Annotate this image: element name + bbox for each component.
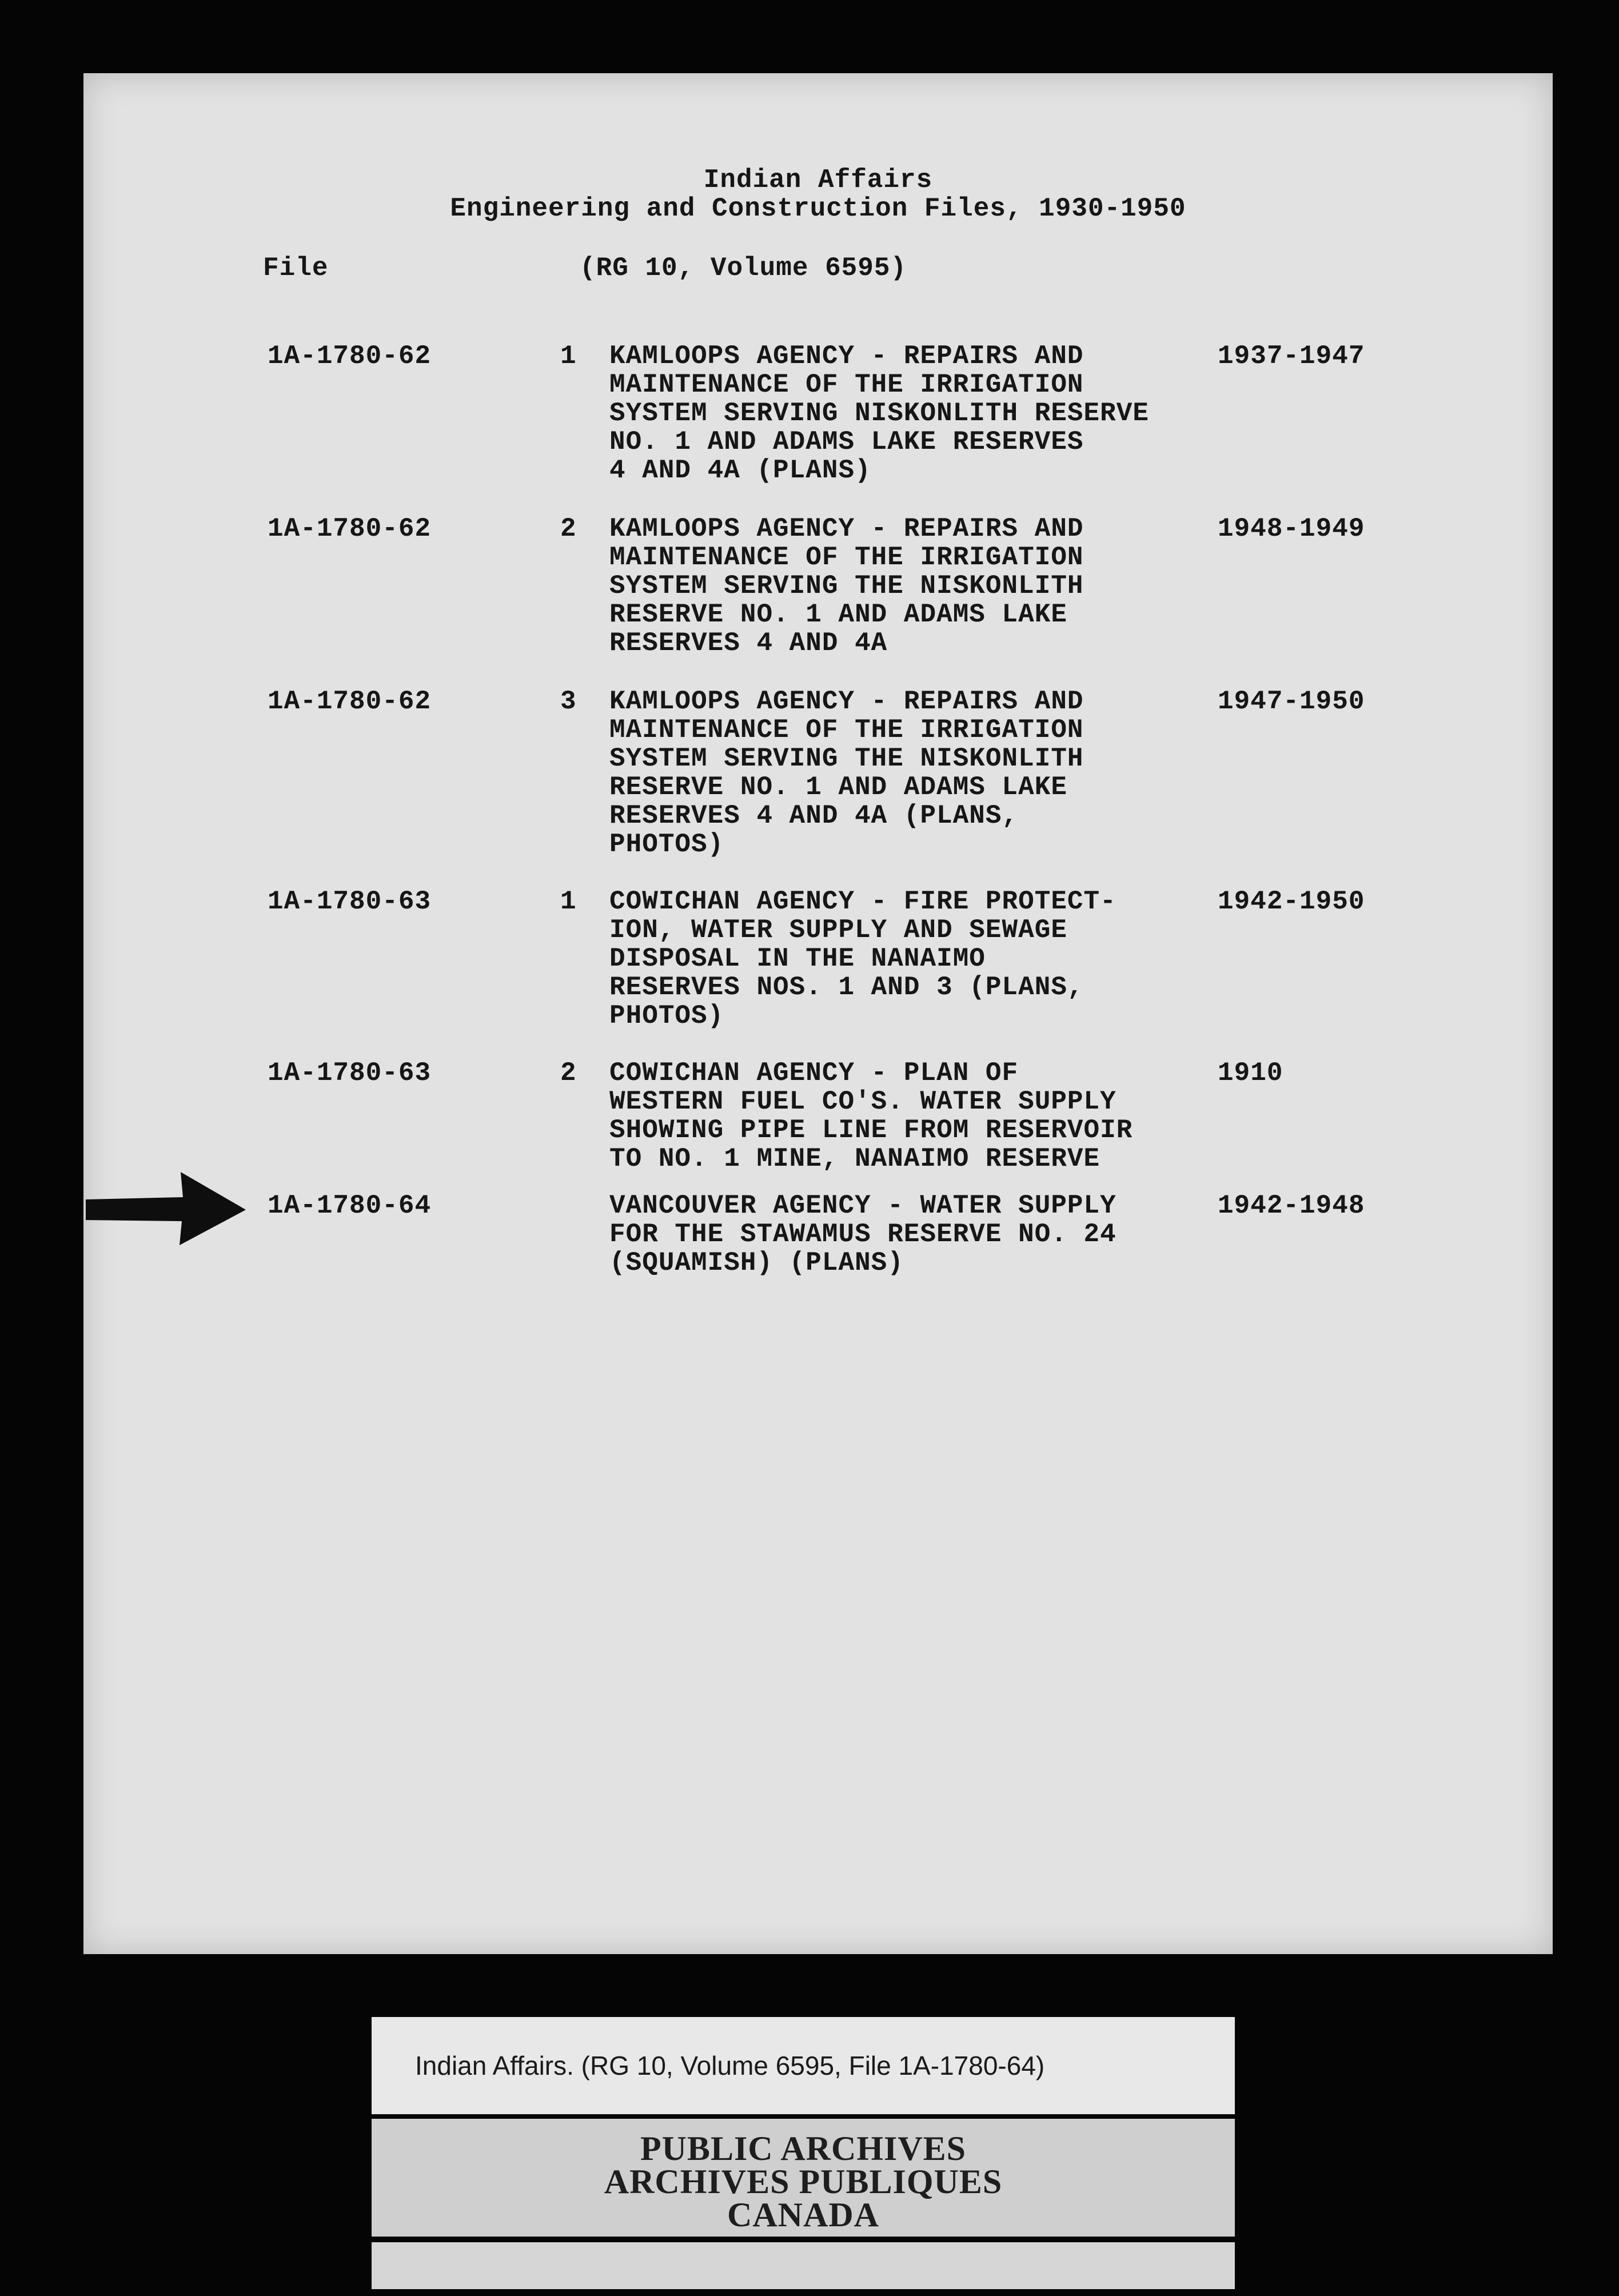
description-line: COWICHAN AGENCY - PLAN OF (609, 1058, 1019, 1088)
file-number: 1A-1780-62 (268, 341, 432, 371)
description-line: KAMLOOPS AGENCY - REPAIRS AND (609, 687, 1084, 716)
file-date-range: 1942-1950 (1218, 887, 1365, 916)
file-part-number: 2 (560, 514, 577, 544)
file-description (609, 342, 1149, 485)
description-line: WESTERN FUEL CO'S. WATER SUPPLY (609, 1087, 1116, 1117)
file-date-range: 1947-1950 (1218, 687, 1365, 716)
description-line: ION, WATER SUPPLY AND SEWAGE (609, 915, 1067, 945)
description-line: RESERVES 4 AND 4A (PLANS, (609, 801, 1019, 831)
stamp-line-1: PUBLIC ARCHIVES (640, 2130, 967, 2167)
document-subtitle: Engineering and Construction Files, 1930-1950 (450, 194, 1186, 224)
file-date-range: 1910 (1218, 1058, 1283, 1088)
description-line: PHOTOS) (609, 830, 724, 859)
file-number: 1A-1780-62 (268, 687, 432, 716)
file-date-range: 1942-1948 (1218, 1191, 1365, 1221)
file-description (609, 887, 1116, 1030)
description-line: MAINTENANCE OF THE IRRIGATION (609, 543, 1084, 572)
stamp-line-2: ARCHIVES PUBLIQUES (604, 2163, 1003, 2201)
file-part-number: 1 (560, 341, 577, 371)
description-line: MAINTENANCE OF THE IRRIGATION (609, 370, 1084, 400)
document-title: Indian Affairs (703, 165, 933, 195)
file-part-number: 3 (560, 687, 577, 716)
archive-label-text: Indian Affairs. (RG 10, Volume 6595, File 1A-1780-64) (415, 2051, 1045, 2080)
description-line: VANCOUVER AGENCY - WATER SUPPLY (609, 1191, 1116, 1221)
description-line: MAINTENANCE OF THE IRRIGATION (609, 715, 1084, 745)
description-line: KAMLOOPS AGENCY - REPAIRS AND (609, 341, 1084, 371)
description-line: RESERVE NO. 1 AND ADAMS LAKE (609, 600, 1067, 629)
arrow-right-icon (86, 1172, 246, 1246)
description-line: FOR THE STAWAMUS RESERVE NO. 24 (609, 1219, 1116, 1249)
file-part-number: 2 (560, 1058, 577, 1088)
file-part-number: 1 (560, 887, 577, 916)
description-line: SYSTEM SERVING THE NISKONLITH (609, 571, 1084, 601)
description-line: (SQUAMISH) (PLANS) (609, 1248, 904, 1278)
file-number: 1A-1780-64 (268, 1191, 432, 1221)
description-line: KAMLOOPS AGENCY - REPAIRS AND (609, 514, 1084, 544)
description-line: 4 AND 4A (PLANS) (609, 456, 871, 485)
description-line: RESERVE NO. 1 AND ADAMS LAKE (609, 772, 1067, 802)
file-description (609, 1059, 1132, 1173)
archive-label-card (372, 2017, 1235, 2114)
file-date-range: 1948-1949 (1218, 514, 1365, 544)
file-description (609, 515, 1084, 657)
film-strip-bottom (372, 2242, 1235, 2289)
file-number: 1A-1780-63 (268, 887, 432, 916)
description-line: COWICHAN AGENCY - FIRE PROTECT- (609, 887, 1116, 916)
document-page (83, 73, 1553, 1954)
description-line: PHOTOS) (609, 1001, 724, 1031)
description-line: RESERVES 4 AND 4A (609, 628, 888, 658)
stamp-line-3: CANADA (727, 2196, 879, 2234)
description-line: DISPOSAL IN THE NANAIMO (609, 944, 986, 974)
description-line: TO NO. 1 MINE, NANAIMO RESERVE (609, 1144, 1100, 1174)
volume-reference: (RG 10, Volume 6595) (580, 253, 907, 283)
description-line: SYSTEM SERVING NISKONLITH RESERVE (609, 398, 1149, 428)
file-number: 1A-1780-62 (268, 514, 432, 544)
description-line: NO. 1 AND ADAMS LAKE RESERVES (609, 427, 1084, 457)
file-number: 1A-1780-63 (268, 1058, 432, 1088)
file-date-range: 1937-1947 (1218, 341, 1365, 371)
description-line: SYSTEM SERVING THE NISKONLITH (609, 744, 1084, 774)
file-column-label: File (263, 253, 329, 283)
archives-stamp (372, 2119, 1235, 2237)
description-line: SHOWING PIPE LINE FROM RESERVOIR (609, 1115, 1133, 1145)
description-line: RESERVES NOS. 1 AND 3 (PLANS, (609, 972, 1084, 1002)
file-description (609, 687, 1084, 859)
file-description (609, 1191, 1116, 1277)
